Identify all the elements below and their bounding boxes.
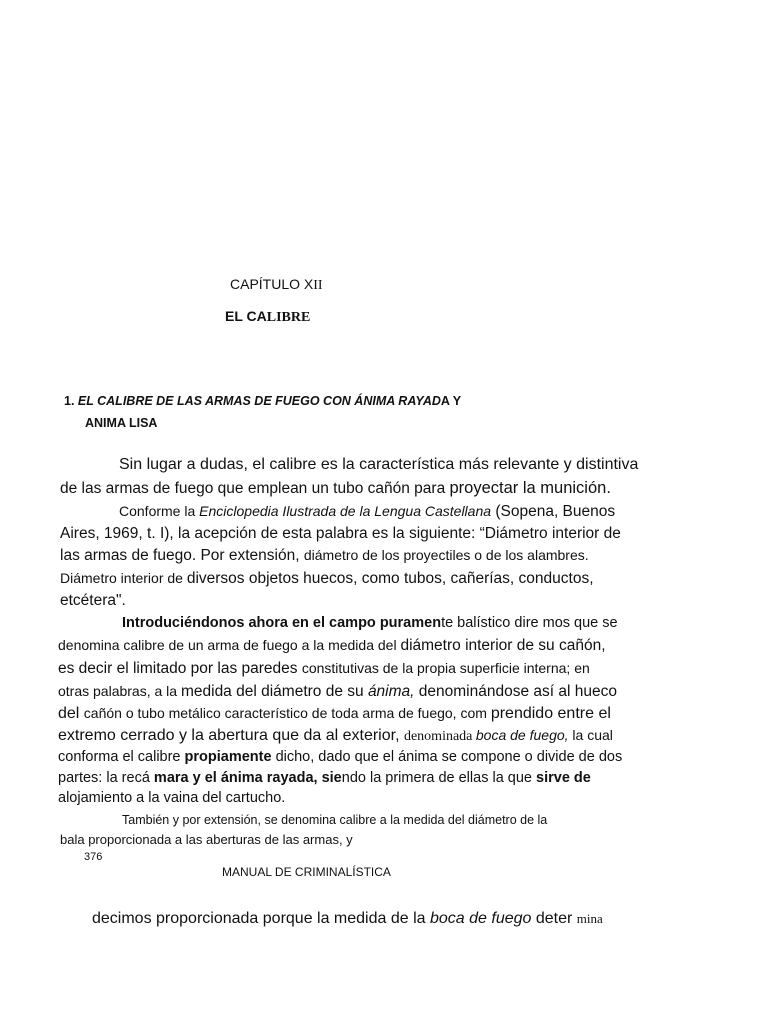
continuation-line — [92, 910, 603, 928]
text-run-bold: sirve de — [536, 770, 591, 786]
paragraph-line — [60, 479, 611, 498]
text-run: mina — [576, 911, 603, 926]
text-run: denominándose así al hueco — [414, 683, 617, 700]
text-run-italic: Enciclopedia Ilustrada de la Lengua Castellana — [199, 503, 492, 519]
section-heading-line2: ANIMA LISA — [85, 416, 158, 430]
text-run: la cual — [568, 727, 613, 743]
paragraph-line: Aires, 1969, t. I), la acepción de esta palabra es la siguiente: “Diámetro interior de — [60, 525, 621, 542]
paragraph-line — [58, 637, 606, 655]
text-run: medida del diámetro de su — [180, 683, 368, 700]
text-run: (Sopena, Buenos — [491, 503, 616, 520]
text-run: es decir el limitado por las paredes — [58, 660, 302, 677]
paragraph-line — [58, 727, 613, 745]
paragraph-line: También y por extensión, se denomina calibre a la medida del diámetro de la — [122, 813, 548, 827]
page-number: 376 — [84, 851, 103, 863]
chapter-title — [225, 308, 310, 326]
text-run-bold: mara y el ánima rayada, sie — [153, 770, 342, 786]
text-run: constitutivas de la propia superficie interna; en — [301, 660, 590, 676]
text-run: partes: la recá — [58, 770, 154, 786]
paragraph-line: etcétera". — [60, 592, 126, 609]
text-run: Diámetro interior de — [60, 570, 187, 586]
text-run: del — [58, 705, 84, 722]
text-run: deter — [531, 910, 577, 927]
text-run: conforma el calibre — [58, 749, 185, 765]
text-run: diámetro de los proyectiles o de los alambres. — [303, 547, 589, 563]
text-run-bold: Introduciéndonos ahora en el campo puramen — [122, 615, 442, 631]
text-run: ndo la primera de ellas la que — [341, 770, 537, 786]
text-run: dicho, dado que el ánima se compone o divide de dos — [271, 749, 623, 765]
text-run: prendido entre el — [490, 705, 611, 722]
paragraph-line: bala proporcionada a las aberturas de las armas, y — [60, 832, 353, 847]
section-title-tail: A Y — [440, 394, 462, 408]
paragraph-line — [58, 749, 622, 765]
text-run: de las armas de fuego que emplean un tubo cañón para — [60, 480, 450, 497]
paragraph-line — [60, 547, 589, 565]
title-part: LIBRE — [266, 310, 311, 325]
text-run: cañón o tubo metálico característico de toda arma de fuego, com — [83, 705, 491, 721]
section-title-italic: EL CALIBRE DE LAS ARMAS DE FUEGO CON ÁNIMA RAYAD — [77, 394, 441, 408]
text-run: diámetro interior de su cañón, — [400, 637, 606, 654]
paragraph-line — [58, 705, 611, 723]
text-run: te balístico dire mos que se — [441, 615, 618, 631]
text-run-italic: boca de fuego — [430, 910, 532, 927]
section-number: 1. — [64, 394, 78, 408]
paragraph-line: Sin lugar a dudas, el calibre es la característica más relevante y distintiva — [119, 456, 639, 473]
text-run: denomina calibre de un arma de fuego a la medida del — [58, 637, 401, 653]
chapter-numeral: II — [313, 278, 323, 293]
text-run: las armas de fuego. Por extensión, — [60, 547, 304, 564]
text-run: diversos objetos huecos, como tubos, cañerías, conductos, — [186, 570, 594, 587]
running-footer: MANUAL DE CRIMINALÍSTICA — [222, 865, 391, 879]
text-run: proyectar la munición. — [449, 479, 611, 497]
text-run: decimos proporcionada porque la medida de la — [92, 910, 430, 927]
text-run: Conforme la — [119, 503, 200, 519]
paragraph-line — [60, 570, 594, 588]
paragraph-line — [122, 615, 618, 631]
text-run: denominada — [403, 729, 476, 744]
title-part: EL CA — [225, 308, 267, 324]
section-heading — [64, 394, 461, 408]
text-run-italic: ánima, — [367, 683, 415, 700]
paragraph-line — [58, 660, 590, 678]
text-run: otras palabras, a la — [58, 683, 181, 699]
text-run: extremo cerrado y la abertura que da al exterior, — [58, 727, 404, 744]
paragraph-line — [58, 770, 591, 786]
text-run-italic: boca de fuego, — [475, 727, 569, 743]
paragraph-line — [58, 683, 617, 701]
chapter-heading — [230, 276, 323, 294]
paragraph-line: alojamiento a la vaina del cartucho. — [58, 790, 286, 806]
chapter-label: CAPÍTULO X — [230, 276, 314, 292]
text-run-bold: propiamente — [184, 749, 272, 765]
paragraph-line — [119, 503, 615, 521]
